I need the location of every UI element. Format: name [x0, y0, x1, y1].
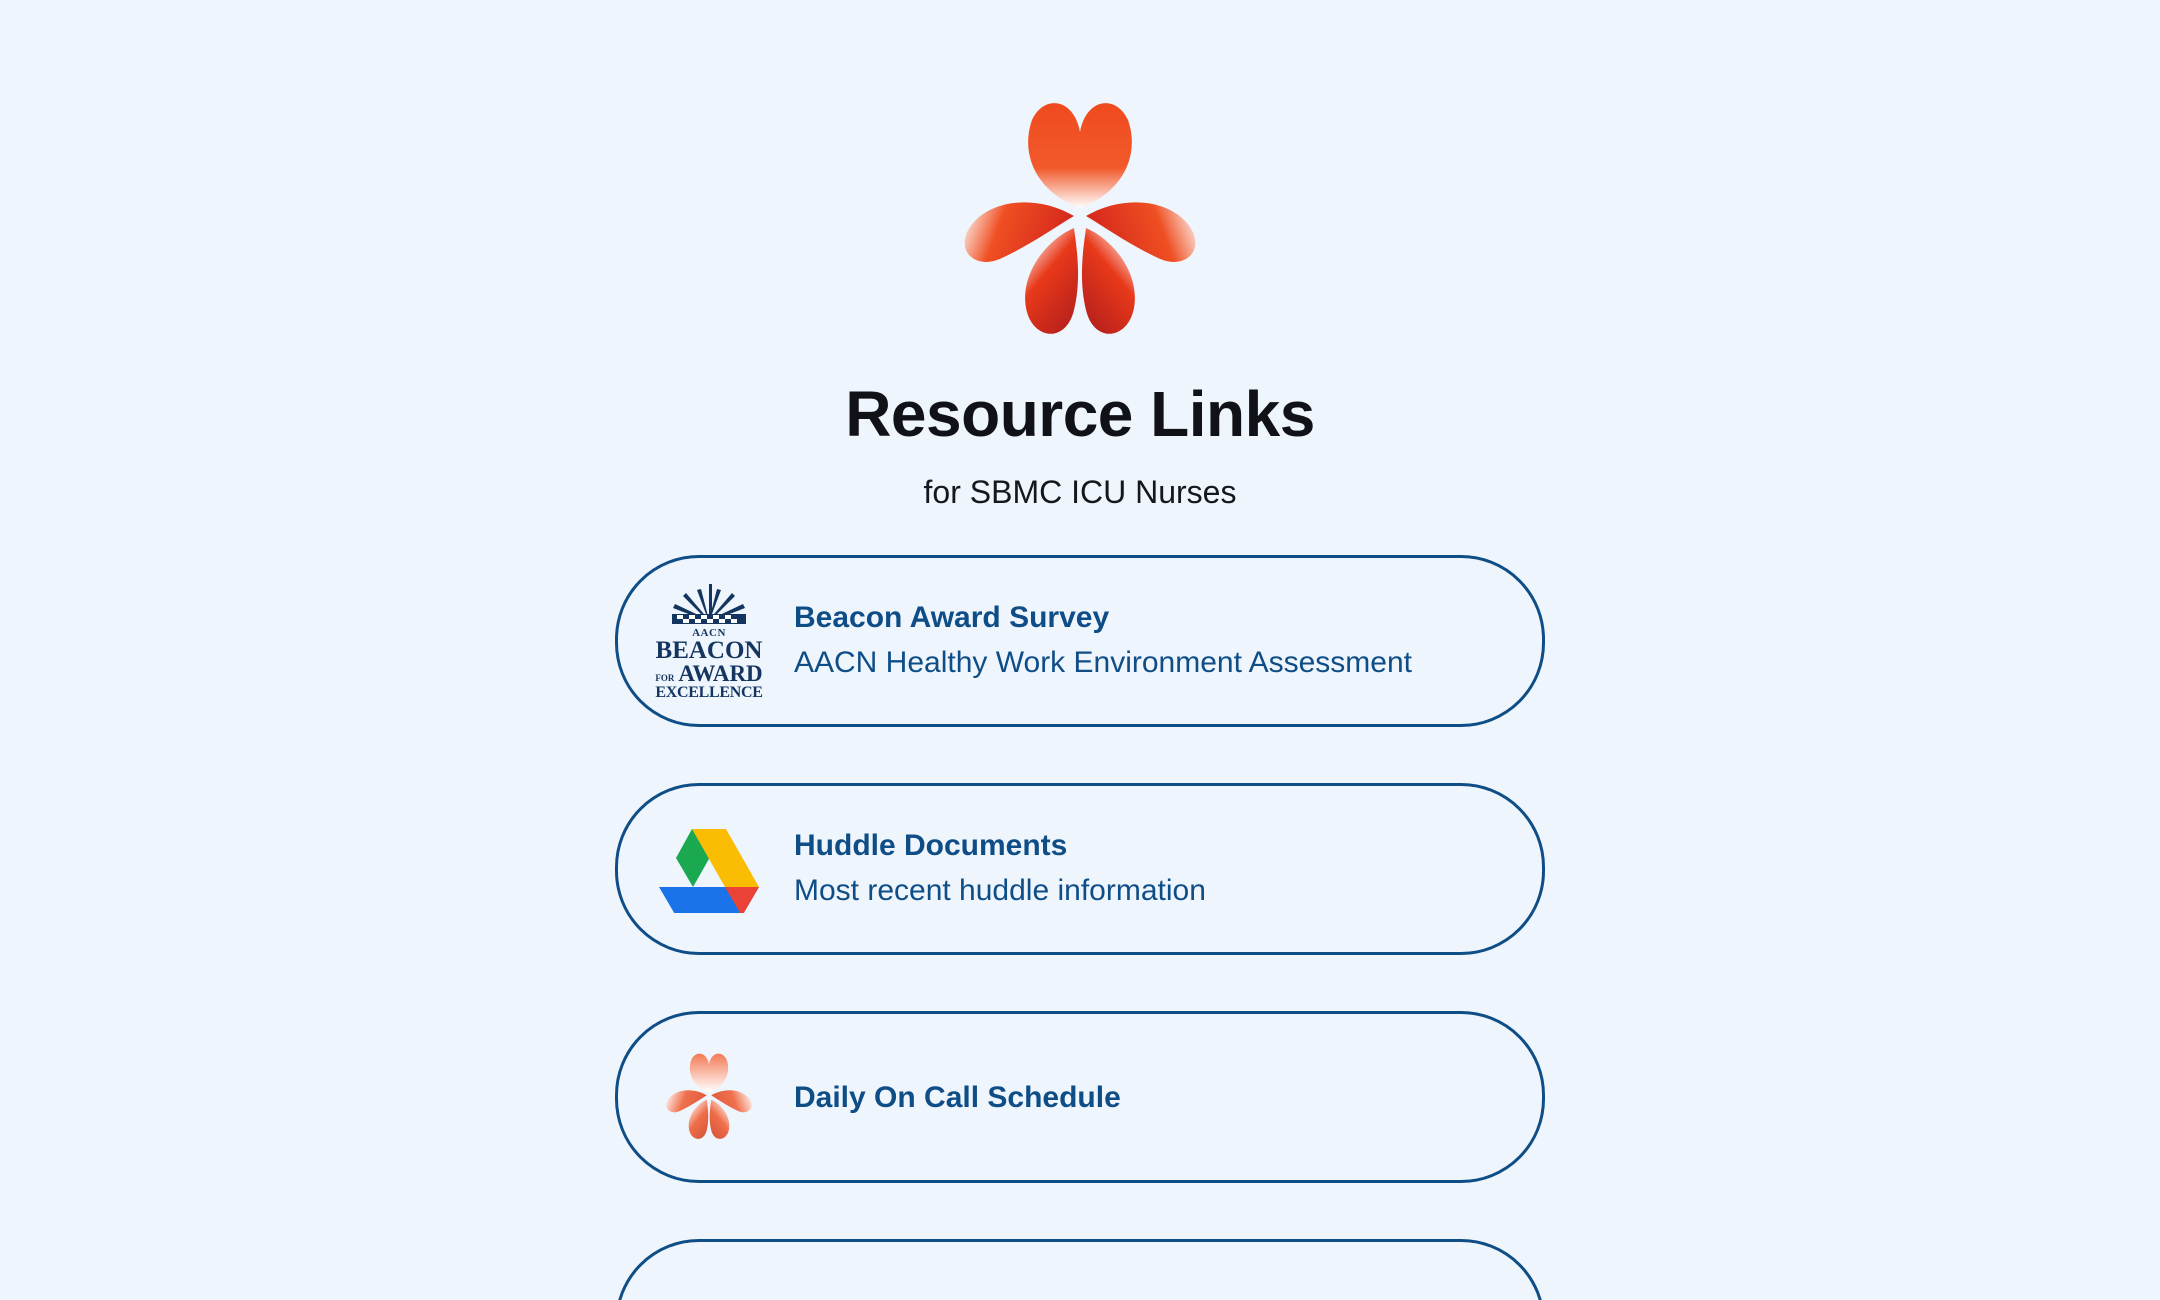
sutter-health-aah-logo-icon	[940, 88, 1220, 353]
beacon-badge-line2: AWARD	[678, 661, 763, 687]
google-drive-icon	[650, 810, 768, 928]
beacon-badge-line1: BEACON	[655, 637, 763, 665]
link-card-subtitle: AACN Healthy Work Environment Assessment	[794, 646, 1413, 680]
link-card-title: Huddle Documents	[794, 829, 1068, 863]
link-card-icon	[650, 1266, 768, 1300]
link-card-title: Beacon Award Survey	[794, 601, 1110, 635]
page-title: Resource Links	[845, 378, 1315, 450]
link-card-daily-on-call-schedule[interactable]	[615, 1011, 1545, 1183]
link-card-next-partial[interactable]	[615, 1239, 1545, 1300]
beacon-badge-line3: EXCELLENCE	[655, 683, 763, 701]
beacon-badge-for: FOR	[655, 673, 675, 684]
beacon-badge-org: AACN	[692, 627, 726, 640]
page-subtitle: for SBMC ICU Nurses	[923, 474, 1237, 511]
link-card-subtitle: Most recent huddle information	[794, 874, 1206, 908]
sutter-health-flower-icon	[650, 1038, 768, 1156]
link-card-beacon-award-survey[interactable]	[615, 555, 1545, 727]
link-card-huddle-documents[interactable]	[615, 783, 1545, 955]
aacn-beacon-award-badge-icon	[650, 582, 768, 700]
link-card-title: Daily On Call Schedule	[794, 1080, 1121, 1114]
resource-links-list	[615, 555, 1545, 1300]
